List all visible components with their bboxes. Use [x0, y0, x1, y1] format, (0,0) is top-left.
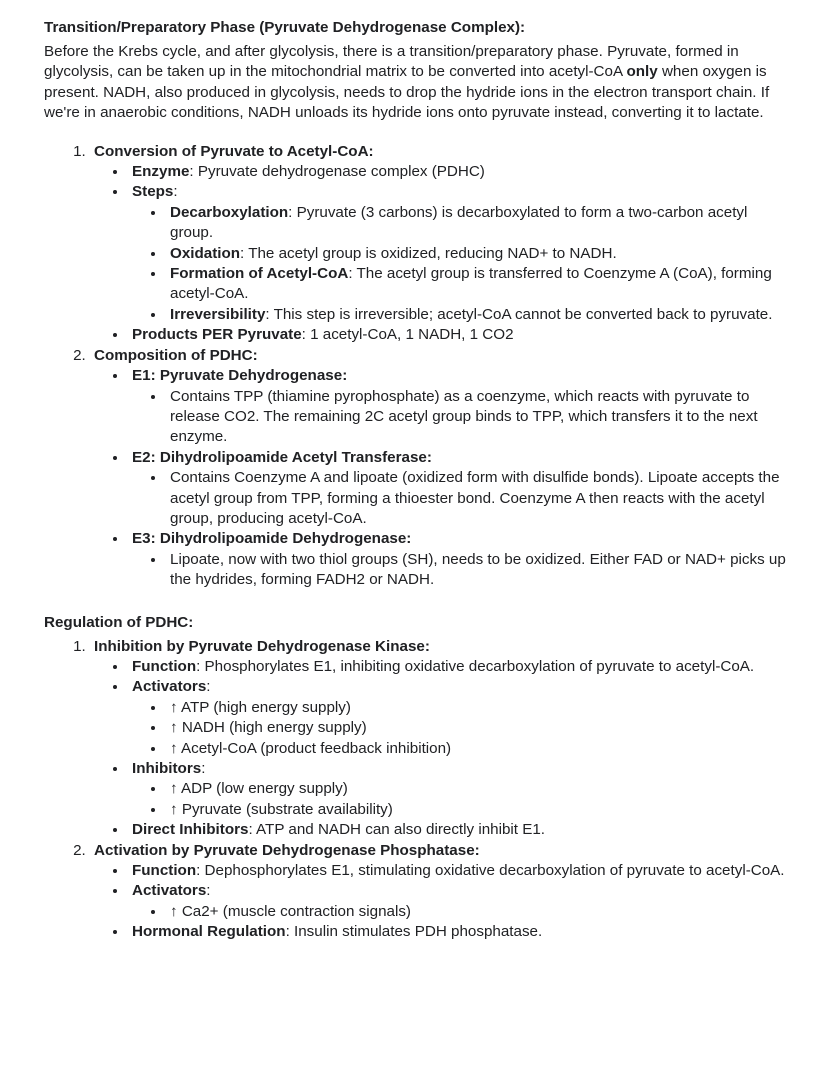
intro-paragraph-part2: when oxygen is present. NADH, also produced in glycolysis, needs to drop the hydride ions in the electron transport chain. If we're in anaerobic conditions, NADH unloads its hydride ions onto pyruvate instead, converting it to lactate. [44, 63, 770, 122]
list-item-kinase-activators [128, 677, 790, 759]
hormonal-regulation-label: Hormonal Regulation [132, 923, 286, 941]
inhibitor-item: • ↑ ADP (low energy supply) [166, 779, 790, 799]
e1-detail: • Contains TPP (thiamine pyrophosphate) as a coenzyme, which reacts with pyruvate to release CO2. The remaining 2C acetyl group binds to TPP, which transfers it to the next enzyme. [166, 387, 790, 448]
composition-sublist [94, 366, 790, 590]
hormonal-regulation-text: : Insulin stimulates PDH phosphatase. [285, 923, 543, 941]
inhibitor-item: • ↑ Pyruvate (substrate availability) [166, 800, 790, 820]
kinase-function-label: Function [132, 657, 197, 675]
oxidation-label: Oxidation [170, 244, 241, 262]
list-item-inhibition [90, 637, 790, 841]
irreversibility-label: Irreversibility [170, 305, 266, 323]
list-item-products [128, 325, 790, 345]
list-item-conversion-colon: : [368, 142, 374, 160]
inhibition-colon: : [424, 637, 430, 655]
page-title: Transition/Preparatory Phase (Pyruvate Dehydrogenase Complex): [44, 19, 526, 36]
list-item-e1 [128, 366, 790, 448]
intro-paragraph [44, 42, 790, 124]
list-item-composition [90, 346, 790, 591]
list-item-composition-label: Composition of PDHC [94, 346, 253, 364]
inhibition-label: Inhibition by Pyruvate Dehydrogenase Kinase [94, 637, 425, 655]
e2-colon: : [426, 448, 432, 466]
list-item-enzyme [128, 162, 790, 182]
e1-label: E1: Pyruvate Dehydrogenase [132, 367, 343, 385]
products-label: Products PER Pyruvate [132, 326, 302, 344]
conversion-sublist [94, 162, 790, 346]
oxidation-text: : The acetyl group is oxidized, reducing NAD+ to NADH. [240, 244, 617, 262]
phosphatase-activators-colon: : [206, 882, 211, 900]
e2-label: E2: Dihydrolipoamide Acetyl Transferase [132, 448, 427, 466]
direct-inhibitors-text: : ATP and NADH can also directly inhibit E1. [248, 821, 546, 839]
enzyme-text: : Pyruvate dehydrogenase complex (PDHC) [189, 163, 485, 181]
inhibition-sublist [94, 657, 790, 841]
activation-sublist [94, 861, 790, 943]
e3-detail-list [132, 550, 790, 591]
enzyme-label: Enzyme [132, 163, 190, 181]
list-item-activation [90, 841, 790, 943]
kinase-inhibitors-label: Inhibitors [132, 760, 202, 777]
phosphatase-function-text: : Dephosphorylates E1, stimulating oxidative decarboxylation of pyruvate to acetyl-CoA. [196, 862, 785, 880]
decarboxylation-label: Decarboxylation [170, 203, 289, 221]
list-item-e2 [128, 448, 790, 530]
list-item-kinase-function [128, 657, 790, 677]
kinase-function-text: : Phosphorylates E1, inhibiting oxidative decarboxylation of pyruvate to acetyl-CoA. [196, 657, 755, 675]
steps-sublist [132, 203, 790, 325]
list-item-hormonal-regulation [128, 922, 790, 942]
kinase-activators-colon: : [206, 678, 211, 696]
formation-text: : The acetyl group is transferred to Coenzyme A (CoA), forming acetyl-CoA. [170, 265, 772, 303]
activation-colon: : [474, 841, 480, 859]
e1-detail-list [132, 387, 790, 448]
steps-colon: : [173, 183, 178, 201]
decarboxylation-text: : Pyruvate (3 carbons) is decarboxylated to form a two-carbon acetyl group. [170, 203, 748, 242]
phosphatase-function-label: Function [132, 862, 197, 880]
e1-colon: : [342, 367, 348, 385]
regulation-list [44, 637, 790, 943]
regulation-heading: Regulation of PDHC: [44, 613, 194, 631]
spacer [44, 591, 790, 613]
e3-label: E3: Dihydrolipoamide Dehydrogenase [132, 530, 407, 548]
list-item-kinase-inhibitors [128, 759, 790, 820]
phosphatase-activators-label: Activators [132, 882, 207, 900]
e3-detail: • Lipoate, now with two thiol groups (SH), needs to be oxidized. Either FAD or NAD+ picks up the hydrides, forming FADH2 or NADH. [166, 550, 790, 591]
kinase-activators-label: Activators [132, 678, 207, 696]
list-item-oxidation [166, 244, 790, 264]
kinase-inhibitors-colon: : [201, 760, 206, 777]
list-item-e3 [128, 529, 790, 590]
list-item-direct-inhibitors [128, 820, 790, 840]
list-item-phosphatase-activators [128, 881, 790, 922]
list-item-conversion-label: Conversion of Pyruvate to Acetyl-CoA [94, 142, 369, 160]
list-item-conversion [90, 142, 790, 346]
kinase-inhibitors-list [132, 779, 790, 820]
list-item-phosphatase-function [128, 861, 790, 881]
irreversibility-text: : This step is irreversible; acetyl-CoA cannot be converted back to pyruvate. [265, 305, 773, 323]
list-item-decarboxylation [166, 203, 790, 244]
list-item-formation [166, 264, 790, 305]
spacer [44, 124, 790, 142]
activation-label: Activation by Pyruvate Dehydrogenase Phosphatase [94, 841, 475, 859]
list-item-irreversibility [166, 305, 790, 325]
phosphatase-activators-list [132, 902, 790, 922]
direct-inhibitors-label: Direct Inhibitors [132, 821, 249, 839]
activator-item: • ↑ Acetyl-CoA (product feedback inhibition) [166, 739, 790, 759]
formation-label: Formation of Acetyl-CoA [170, 265, 349, 283]
activator-item: • ↑ ATP (high energy supply) [166, 698, 790, 718]
intro-paragraph-part1: Before the Krebs cycle, and after glycolysis, there is a transition/preparatory phase. Pyruvate, formed in glycolysis, can be taken up in the mitochondrial matrix to be converted into acetyl-CoA [44, 43, 739, 81]
activator-item: • ↑ NADH (high energy supply) [166, 718, 790, 738]
activator-item: • ↑ Ca2+ (muscle contraction signals) [166, 902, 790, 922]
list-item-steps [128, 182, 790, 325]
intro-paragraph-emphasis: only [626, 63, 658, 81]
e2-detail: • Contains Coenzyme A and lipoate (oxidized form with disulfide bonds). Lipoate accepts the acetyl group from TPP, forming a thioester bond. Coenzyme A then reacts with the acetyl group, producing acetyl-CoA. [166, 468, 790, 529]
e3-colon: : [406, 530, 412, 548]
products-text: : 1 acetyl-CoA, 1 NADH, 1 CO2 [301, 326, 514, 344]
transition-phase-list [44, 142, 790, 591]
e2-detail-list [132, 468, 790, 529]
steps-label: Steps [132, 183, 174, 201]
list-item-composition-colon: : [252, 346, 258, 364]
kinase-activators-list [132, 698, 790, 759]
